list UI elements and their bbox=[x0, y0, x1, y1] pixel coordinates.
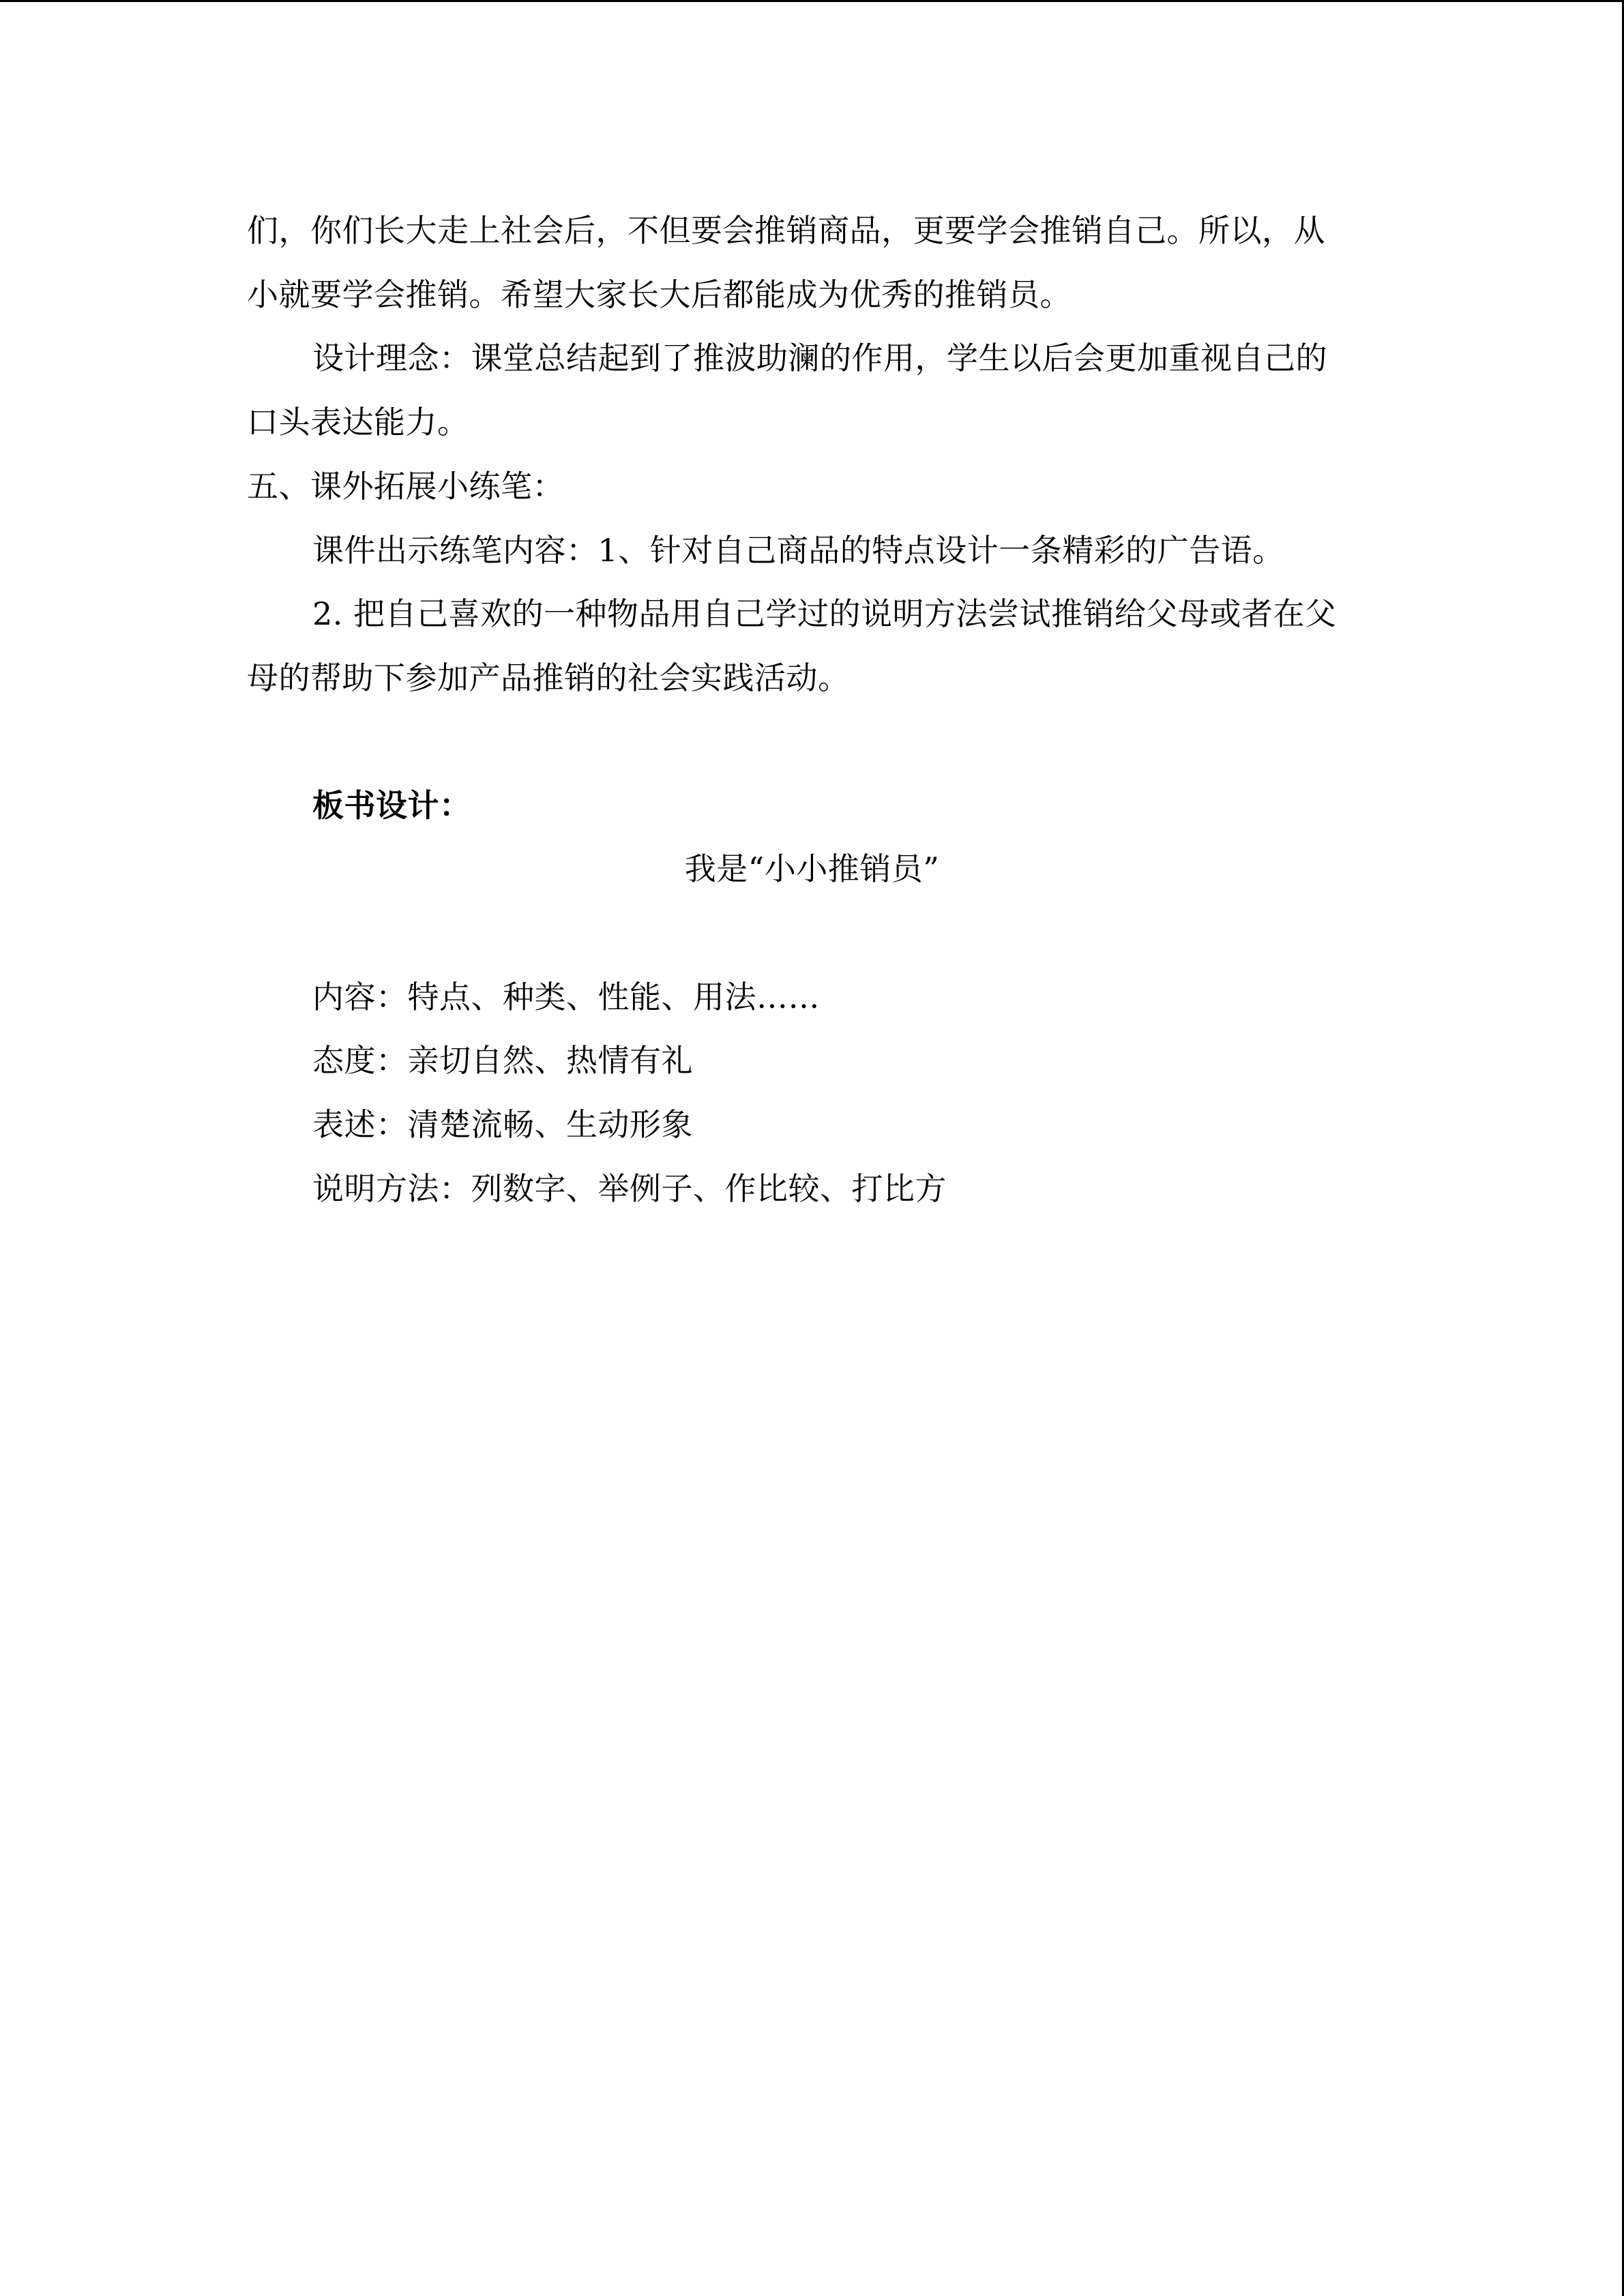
paragraph-line: 口头表达能力。 bbox=[247, 404, 469, 441]
board-title: 我是“小小推销员” bbox=[684, 850, 940, 887]
board-item: 表述：清楚流畅、生动形象 bbox=[312, 1106, 693, 1143]
paragraph-line: 母的帮助下参加产品推销的社会实践活动。 bbox=[247, 659, 850, 696]
board-item: 内容：特点、种类、性能、用法…… bbox=[312, 979, 820, 1015]
paragraph-line: 小就要学会推销。希望大家长大后都能成为优秀的推销员。 bbox=[247, 276, 1072, 313]
board-item: 态度：亲切自然、热情有礼 bbox=[312, 1042, 693, 1079]
section-heading: 五、课外拓展小练笔： bbox=[247, 468, 564, 505]
paragraph-line: 们，你们长大走上社会后，不但要会推销商品，更要学会推销自己。所以，从 bbox=[247, 212, 1325, 249]
board-item: 说明方法：列数字、举例子、作比较、打比方 bbox=[312, 1170, 947, 1207]
paragraph-line: 2. 把自己喜欢的一种物品用自己学过的说明方法尝试推销给父母或者在父 bbox=[312, 595, 1337, 632]
paragraph-line: 设计理念：课堂总结起到了推波助澜的作用，学生以后会更加重视自己的 bbox=[312, 340, 1327, 376]
paragraph-line: 课件出示练笔内容：1、针对自己商品的特点设计一条精彩的广告语。 bbox=[312, 532, 1284, 569]
board-heading: 板书设计： bbox=[312, 787, 471, 824]
